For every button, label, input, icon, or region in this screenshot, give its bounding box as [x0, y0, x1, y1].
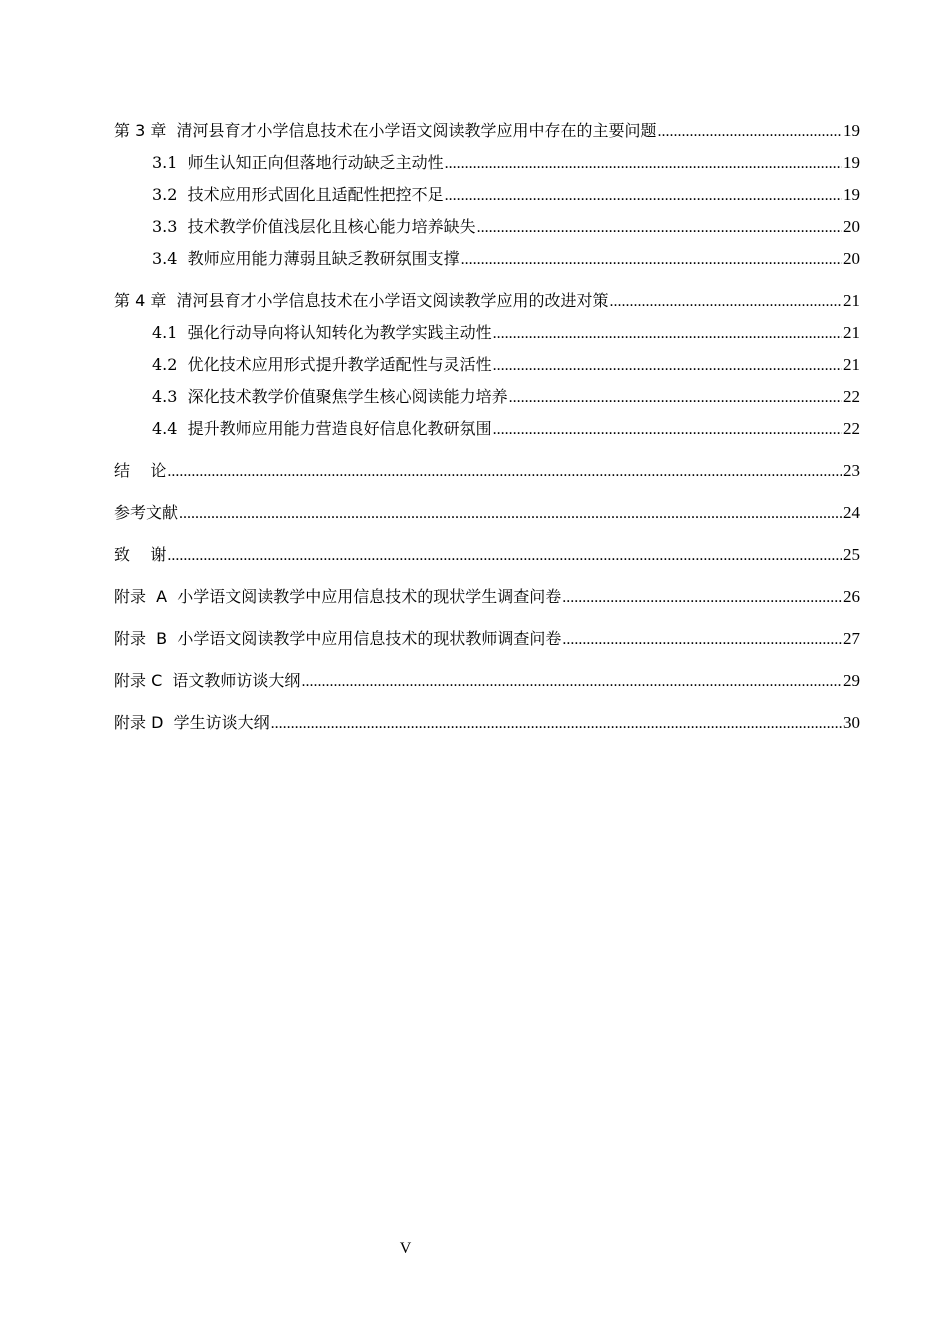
toc-entry-title: 附录 A 小学语文阅读教学中应用信息技术的现状学生调查问卷	[114, 587, 562, 606]
toc-entry-page: 20	[843, 249, 860, 268]
toc-entry-page: 21	[843, 323, 860, 342]
toc-entry-page: 22	[843, 387, 860, 406]
toc-dot-leader	[301, 666, 842, 698]
toc-entry-page: 19	[843, 185, 860, 204]
toc-entry-page: 20	[843, 217, 860, 236]
toc-entry-page: 22	[843, 419, 860, 438]
toc-entry-title: 3.4 教师应用能力薄弱且缺乏教研氛围支撑	[152, 249, 460, 268]
toc-entry-appendix-d[interactable]	[114, 707, 860, 739]
toc-entry-page: 19	[843, 121, 860, 140]
toc-entry-page: 21	[843, 355, 860, 374]
toc-entry-page: 25	[843, 545, 860, 564]
toc-dot-leader	[271, 708, 842, 740]
toc-dot-leader	[562, 582, 842, 614]
toc-entry-section-3-1[interactable]	[114, 147, 860, 179]
toc-entry-title: 第 3 章 清河县育才小学信息技术在小学语文阅读教学应用中存在的主要问题	[114, 121, 657, 140]
toc-entry-title: 3.1 师生认知正向但落地行动缺乏主动性	[152, 153, 444, 172]
toc-entry-appendix-b[interactable]	[114, 623, 860, 655]
toc-entry-title: 结 论	[114, 461, 167, 480]
toc-dot-leader	[167, 540, 842, 572]
toc-entry-chapter-4[interactable]	[114, 285, 860, 317]
toc-entry-page: 29	[843, 671, 860, 690]
toc-dot-leader	[610, 286, 842, 318]
toc-entry-page: 21	[843, 291, 860, 310]
page-number-footer: V	[399, 1240, 412, 1257]
toc-entry-section-3-3[interactable]	[114, 211, 860, 243]
toc-entry-section-3-4[interactable]	[114, 243, 860, 275]
toc-entry-title: 3.2 技术应用形式固化且适配性把控不足	[152, 185, 444, 204]
toc-dot-leader	[509, 382, 842, 414]
toc-entry-title: 附录 C 语文教师访谈大纲	[114, 671, 301, 690]
toc-dot-leader	[445, 148, 842, 180]
toc-entry-title: 附录 B 小学语文阅读教学中应用信息技术的现状教师调查问卷	[114, 629, 562, 648]
toc-dot-leader	[167, 456, 842, 488]
toc-entry-page: 30	[843, 713, 860, 732]
toc-entry-page: 26	[843, 587, 860, 606]
toc-entry-title: 4.1 强化行动导向将认知转化为教学实践主动性	[152, 323, 492, 342]
toc-dot-leader	[658, 116, 842, 148]
toc-entry-title: 第 4 章 清河县育才小学信息技术在小学语文阅读教学应用的改进对策	[114, 291, 609, 310]
toc-entry-references[interactable]	[114, 497, 860, 529]
toc-dot-leader	[493, 350, 842, 382]
toc-entry-title: 致 谢	[114, 545, 167, 564]
toc-entry-appendix-a[interactable]	[114, 581, 860, 613]
toc-dot-leader	[493, 318, 842, 350]
toc-entry-acknowledgements[interactable]	[114, 539, 860, 571]
toc-entry-title: 4.3 深化技术教学价值聚焦学生核心阅读能力培养	[152, 387, 508, 406]
toc-entry-title: 参考文献	[114, 503, 179, 522]
toc-entry-title: 3.3 技术教学价值浅层化且核心能力培养缺失	[152, 217, 476, 236]
toc-entry-page: 19	[843, 153, 860, 172]
toc-dot-leader	[445, 180, 842, 212]
toc-entry-section-4-3[interactable]	[114, 381, 860, 413]
toc-dot-leader	[562, 624, 842, 656]
toc-dot-leader	[461, 244, 842, 276]
toc-entry-title: 4.2 优化技术应用形式提升教学适配性与灵活性	[152, 355, 492, 374]
toc-entry-page: 24	[843, 503, 860, 522]
toc-entry-title: 4.4 提升教师应用能力营造良好信息化教研氛围	[152, 419, 492, 438]
toc-entry-page: 27	[843, 629, 860, 648]
toc-entry-appendix-c[interactable]	[114, 665, 860, 697]
toc-entry-section-4-2[interactable]	[114, 349, 860, 381]
toc-entry-chapter-3[interactable]	[114, 115, 860, 147]
toc-entry-conclusion[interactable]	[114, 455, 860, 487]
toc-dot-leader	[493, 414, 842, 446]
toc-entry-section-4-4[interactable]	[114, 413, 860, 445]
toc-entry-page: 23	[843, 461, 860, 480]
toc-entry-title: 附录 D 学生访谈大纲	[114, 713, 270, 732]
toc-dot-leader	[179, 498, 842, 530]
toc-dot-leader	[477, 212, 842, 244]
toc-entry-section-3-2[interactable]	[114, 179, 860, 211]
table-of-contents	[114, 115, 860, 739]
toc-entry-section-4-1[interactable]	[114, 317, 860, 349]
